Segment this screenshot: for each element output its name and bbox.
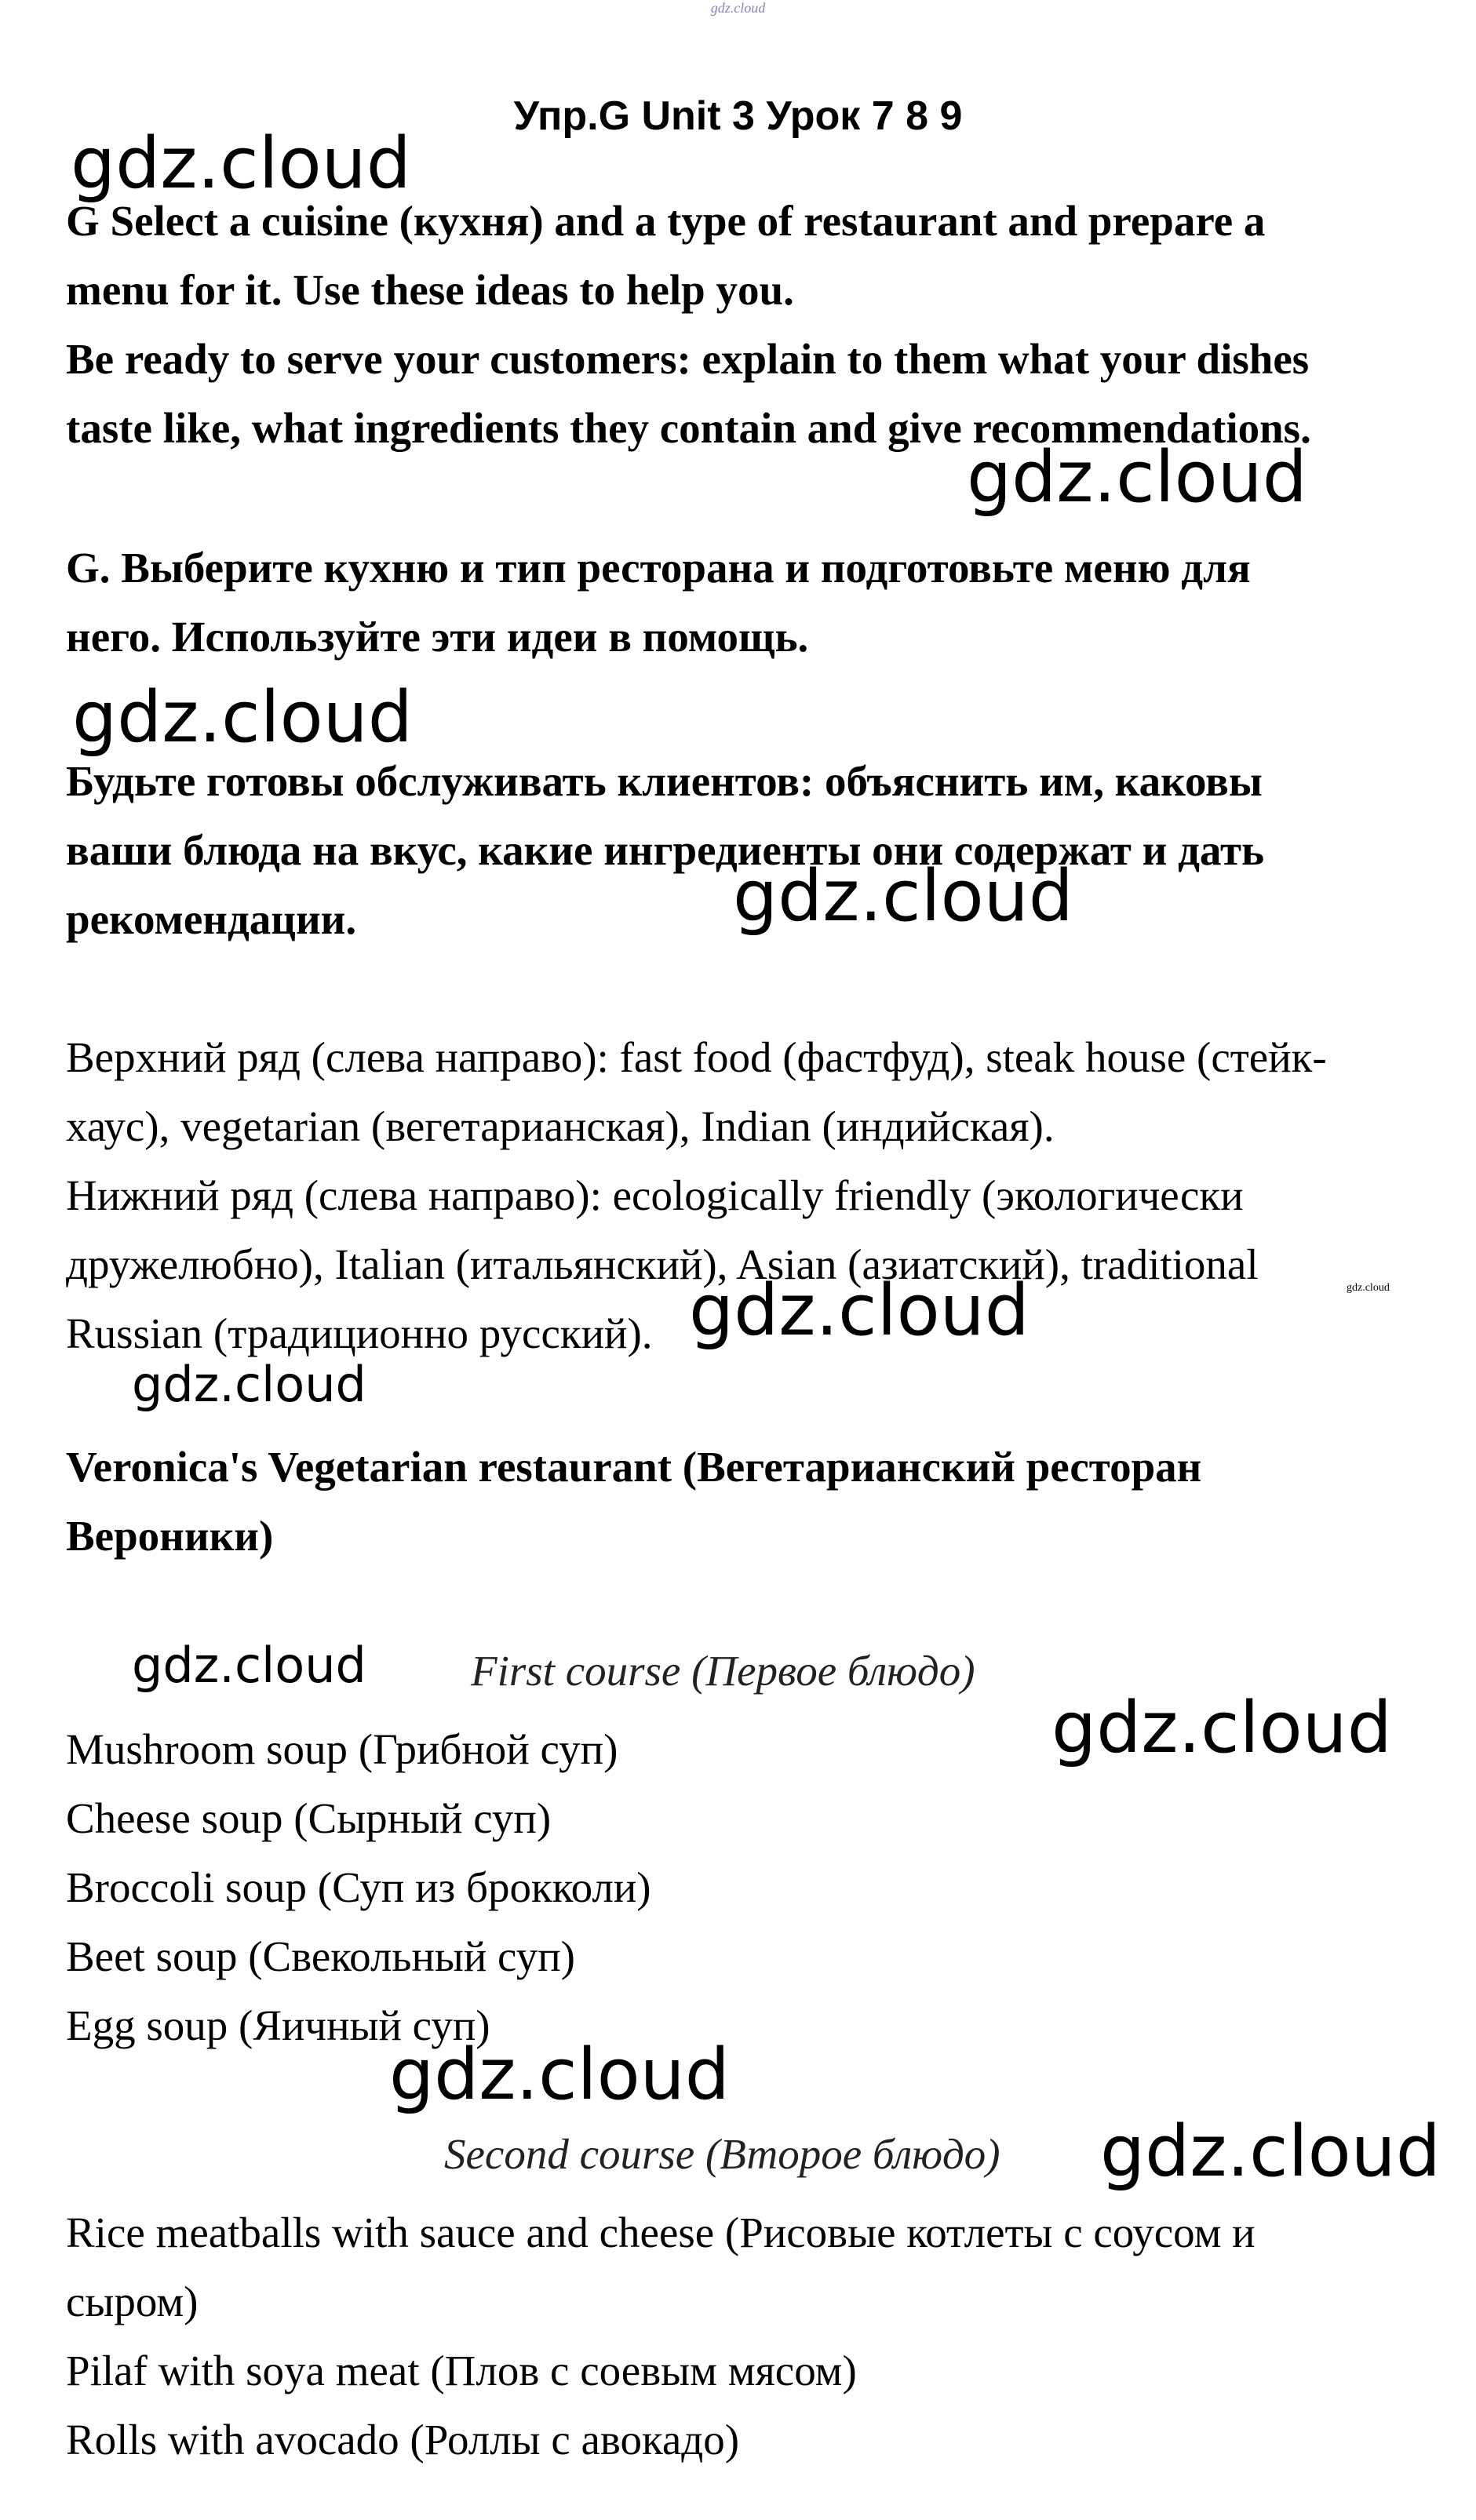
watermark: gdz.cloud — [733, 855, 1073, 938]
watermark: gdz.cloud — [389, 2034, 730, 2116]
second-course-list — [66, 2198, 1256, 2474]
menu-item: Mushroom soup (Грибной суп) — [66, 1725, 618, 1773]
task-english-line: menu for it. Use these ideas to help you. — [66, 266, 794, 314]
menu-item: Pilaf with soya meat (Плов с соевым мясом) — [66, 2347, 857, 2394]
restaurant-title — [66, 1433, 1201, 1571]
top-watermark: gdz.cloud — [710, 0, 766, 16]
menu-item: Cheese soup (Сырный суп) — [66, 1794, 552, 1842]
task-russian-line: рекомендации. — [66, 895, 357, 943]
watermark: gdz.cloud — [132, 1637, 366, 1694]
first-course-heading: First course (Первое блюдо) — [471, 1647, 975, 1695]
task-russian-1 — [66, 533, 1251, 672]
restaurant-title-line: Veronica's Vegetarian restaurant (Вегетарианский ресторан — [66, 1443, 1202, 1491]
task-russian-line: Будьте готовы обслуживать клиентов: объяснить им, каковы — [66, 757, 1263, 805]
watermark-tiny: gdz.cloud — [1347, 1282, 1390, 1294]
menu-item: Broccoli soup (Суп из брокколи) — [66, 1863, 651, 1911]
watermark: gdz.cloud — [967, 436, 1307, 519]
task-english-line: Be ready to serve your customers: explain to them what your dishes — [66, 335, 1310, 383]
menu-item: Rice meatballs with sauce and cheese (Рисовые котлеты с соусом и — [66, 2209, 1256, 2256]
watermark: gdz.cloud — [132, 1356, 366, 1413]
task-russian-line: G. Выберите кухню и тип ресторана и подготовьте меню для — [66, 544, 1251, 592]
restaurant-title-line: Вероники) — [66, 1512, 274, 1560]
watermark: gdz.cloud — [71, 122, 411, 205]
task-english — [66, 187, 1311, 463]
rows-line: хаус), vegetarian (вегетарианская), Indian (индийская). — [66, 1102, 1055, 1150]
rows-line: Russian (традиционно русский). — [66, 1309, 653, 1357]
task-russian-line: него. Используйте эти идеи в помощь. — [66, 613, 809, 661]
watermark: gdz.cloud — [1100, 2110, 1441, 2193]
task-english-line: G Select a cuisine (кухня) and a type of restaurant and prepare a — [66, 197, 1266, 245]
menu-item: Rolls with avocado (Роллы с авокадо) — [66, 2416, 740, 2464]
second-course-heading: Second course (Второе блюдо) — [444, 2130, 1000, 2178]
watermark: gdz.cloud — [1051, 1687, 1392, 1769]
first-course-list — [66, 1715, 651, 2060]
rows-line: Верхний ряд (слева направо): fast food (фастфуд), steak house (стейк- — [66, 1033, 1327, 1081]
menu-item: Beet soup (Свекольный суп) — [66, 1932, 575, 1980]
task-russian-2 — [66, 747, 1264, 954]
watermark: gdz.cloud — [72, 676, 413, 759]
menu-item: Egg soup (Яичный суп) — [66, 2001, 490, 2049]
task-russian-line: ваши блюда на вкус, какие ингредиенты они содержат и дать — [66, 826, 1265, 874]
task-english-line: taste like, what ingredients they contain and give recommendations. — [66, 404, 1311, 452]
rows-line: Нижний ряд (слева направо): ecologically friendly (экологически — [66, 1171, 1244, 1219]
menu-item: сыром) — [66, 2278, 199, 2325]
page-title: Упр.G Unit 3 Урок 7 8 9 — [513, 93, 963, 139]
watermark: gdz.cloud — [689, 1269, 1030, 1352]
rows-line: дружелюбно), Italian (итальянский), Asian (азиатский), traditional — [66, 1240, 1259, 1288]
